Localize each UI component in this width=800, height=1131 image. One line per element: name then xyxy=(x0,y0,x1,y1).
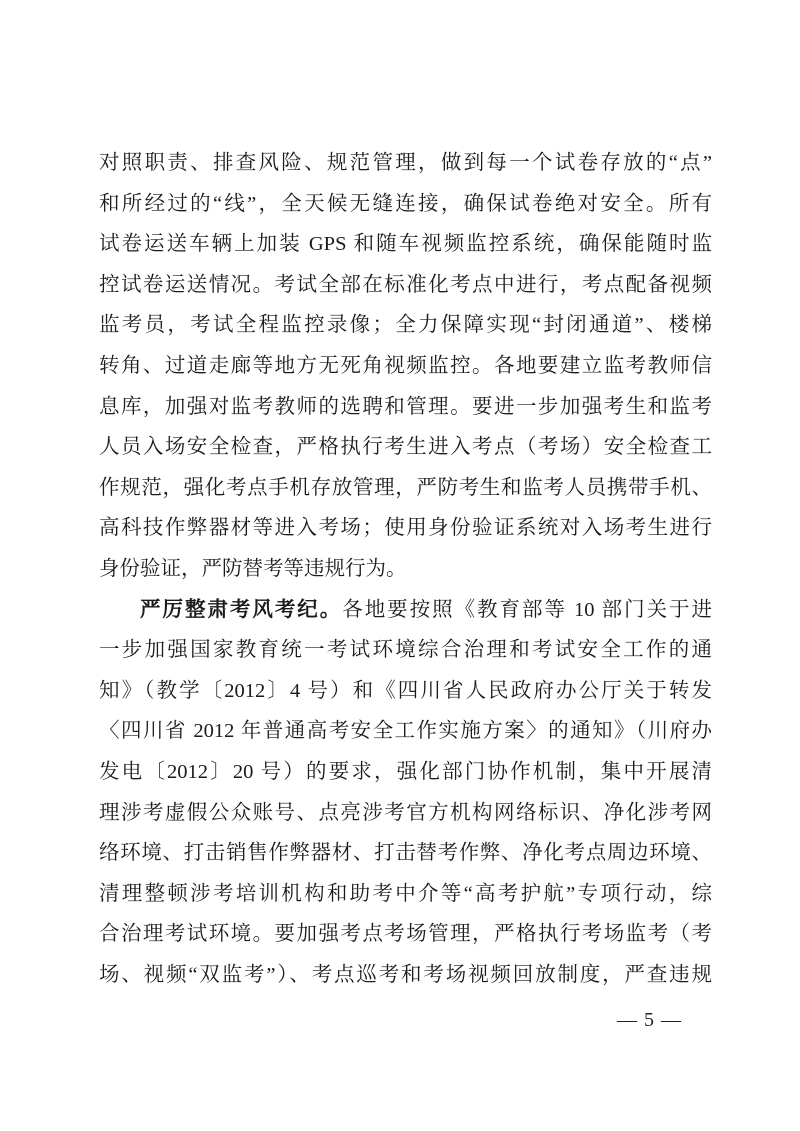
page-number: — 5 — xyxy=(617,1009,682,1031)
body-line: 试卷运送车辆上加装 GPS 和随车视频监控系统，确保能随时监 xyxy=(99,233,712,256)
body-line: 理涉考虚假公众账号、点亮涉考官方机构网络标识、净化涉考网 xyxy=(99,801,712,824)
body-line: 合治理考试环境。要加强考点考场管理，严格执行考场监考（考 xyxy=(99,923,712,946)
body-text xyxy=(99,143,712,995)
body-line xyxy=(99,590,712,631)
body-line: 和所经过的“线”，全天候无缝连接，确保试卷绝对安全。所有 xyxy=(99,192,712,215)
body-line: 清理整顿涉考培训机构和助考中介等“高考护航”专项行动，综 xyxy=(99,882,712,905)
body-line: 对照职责、排查风险、规范管理，做到每一个试卷存放的“点” xyxy=(99,152,712,174)
body-line: 息库，加强对监考教师的选聘和管理。要进一步加强考生和监考 xyxy=(99,395,712,418)
body-line: 络环境、打击销售作弊器材、打击替考作弊、净化考点周边环境、 xyxy=(99,842,712,865)
body-line: 发电〔2012〕20 号）的要求，强化部门协作机制，集中开展清 xyxy=(99,760,712,783)
body-line: 监考员，考试全程监控录像；全力保障实现“封闭通道”、楼梯 xyxy=(99,314,712,337)
body-line: 控试卷运送情况。考试全部在标准化考点中进行，考点配备视频 xyxy=(99,273,712,296)
paragraph-lead-emphasis: 严厉整肃考风考纪。 xyxy=(140,598,343,621)
body-line: 人员入场安全检查，严格执行考生进入考点（考场）安全检查工 xyxy=(99,436,712,459)
body-line: 身份验证，严防替考等违规行为。 xyxy=(99,557,407,580)
body-line: 作规范，强化考点手机存放管理，严防考生和监考人员携带手机、 xyxy=(99,476,712,499)
body-line: 转角、过道走廊等地方无死角视频监控。各地要建立监考教师信 xyxy=(99,354,712,377)
body-line: 高科技作弊器材等进入考场；使用身份验证系统对入场考生进行 xyxy=(99,517,712,540)
body-line: 〈四川省 2012 年普通高考安全工作实施方案〉的通知》（川府办 xyxy=(99,720,712,743)
body-line: 知》（教学〔2012〕4 号）和《四川省人民政府办公厅关于转发 xyxy=(99,679,712,702)
body-line: 场、视频“双监考”）、考点巡考和考场视频回放制度，严查违规 xyxy=(99,963,712,986)
body-line: 一步加强国家教育统一考试环境综合治理和考试安全工作的通 xyxy=(99,639,712,662)
paragraph-lead-rest: 各地要按照《教育部等 10 部门关于进 xyxy=(342,598,712,621)
